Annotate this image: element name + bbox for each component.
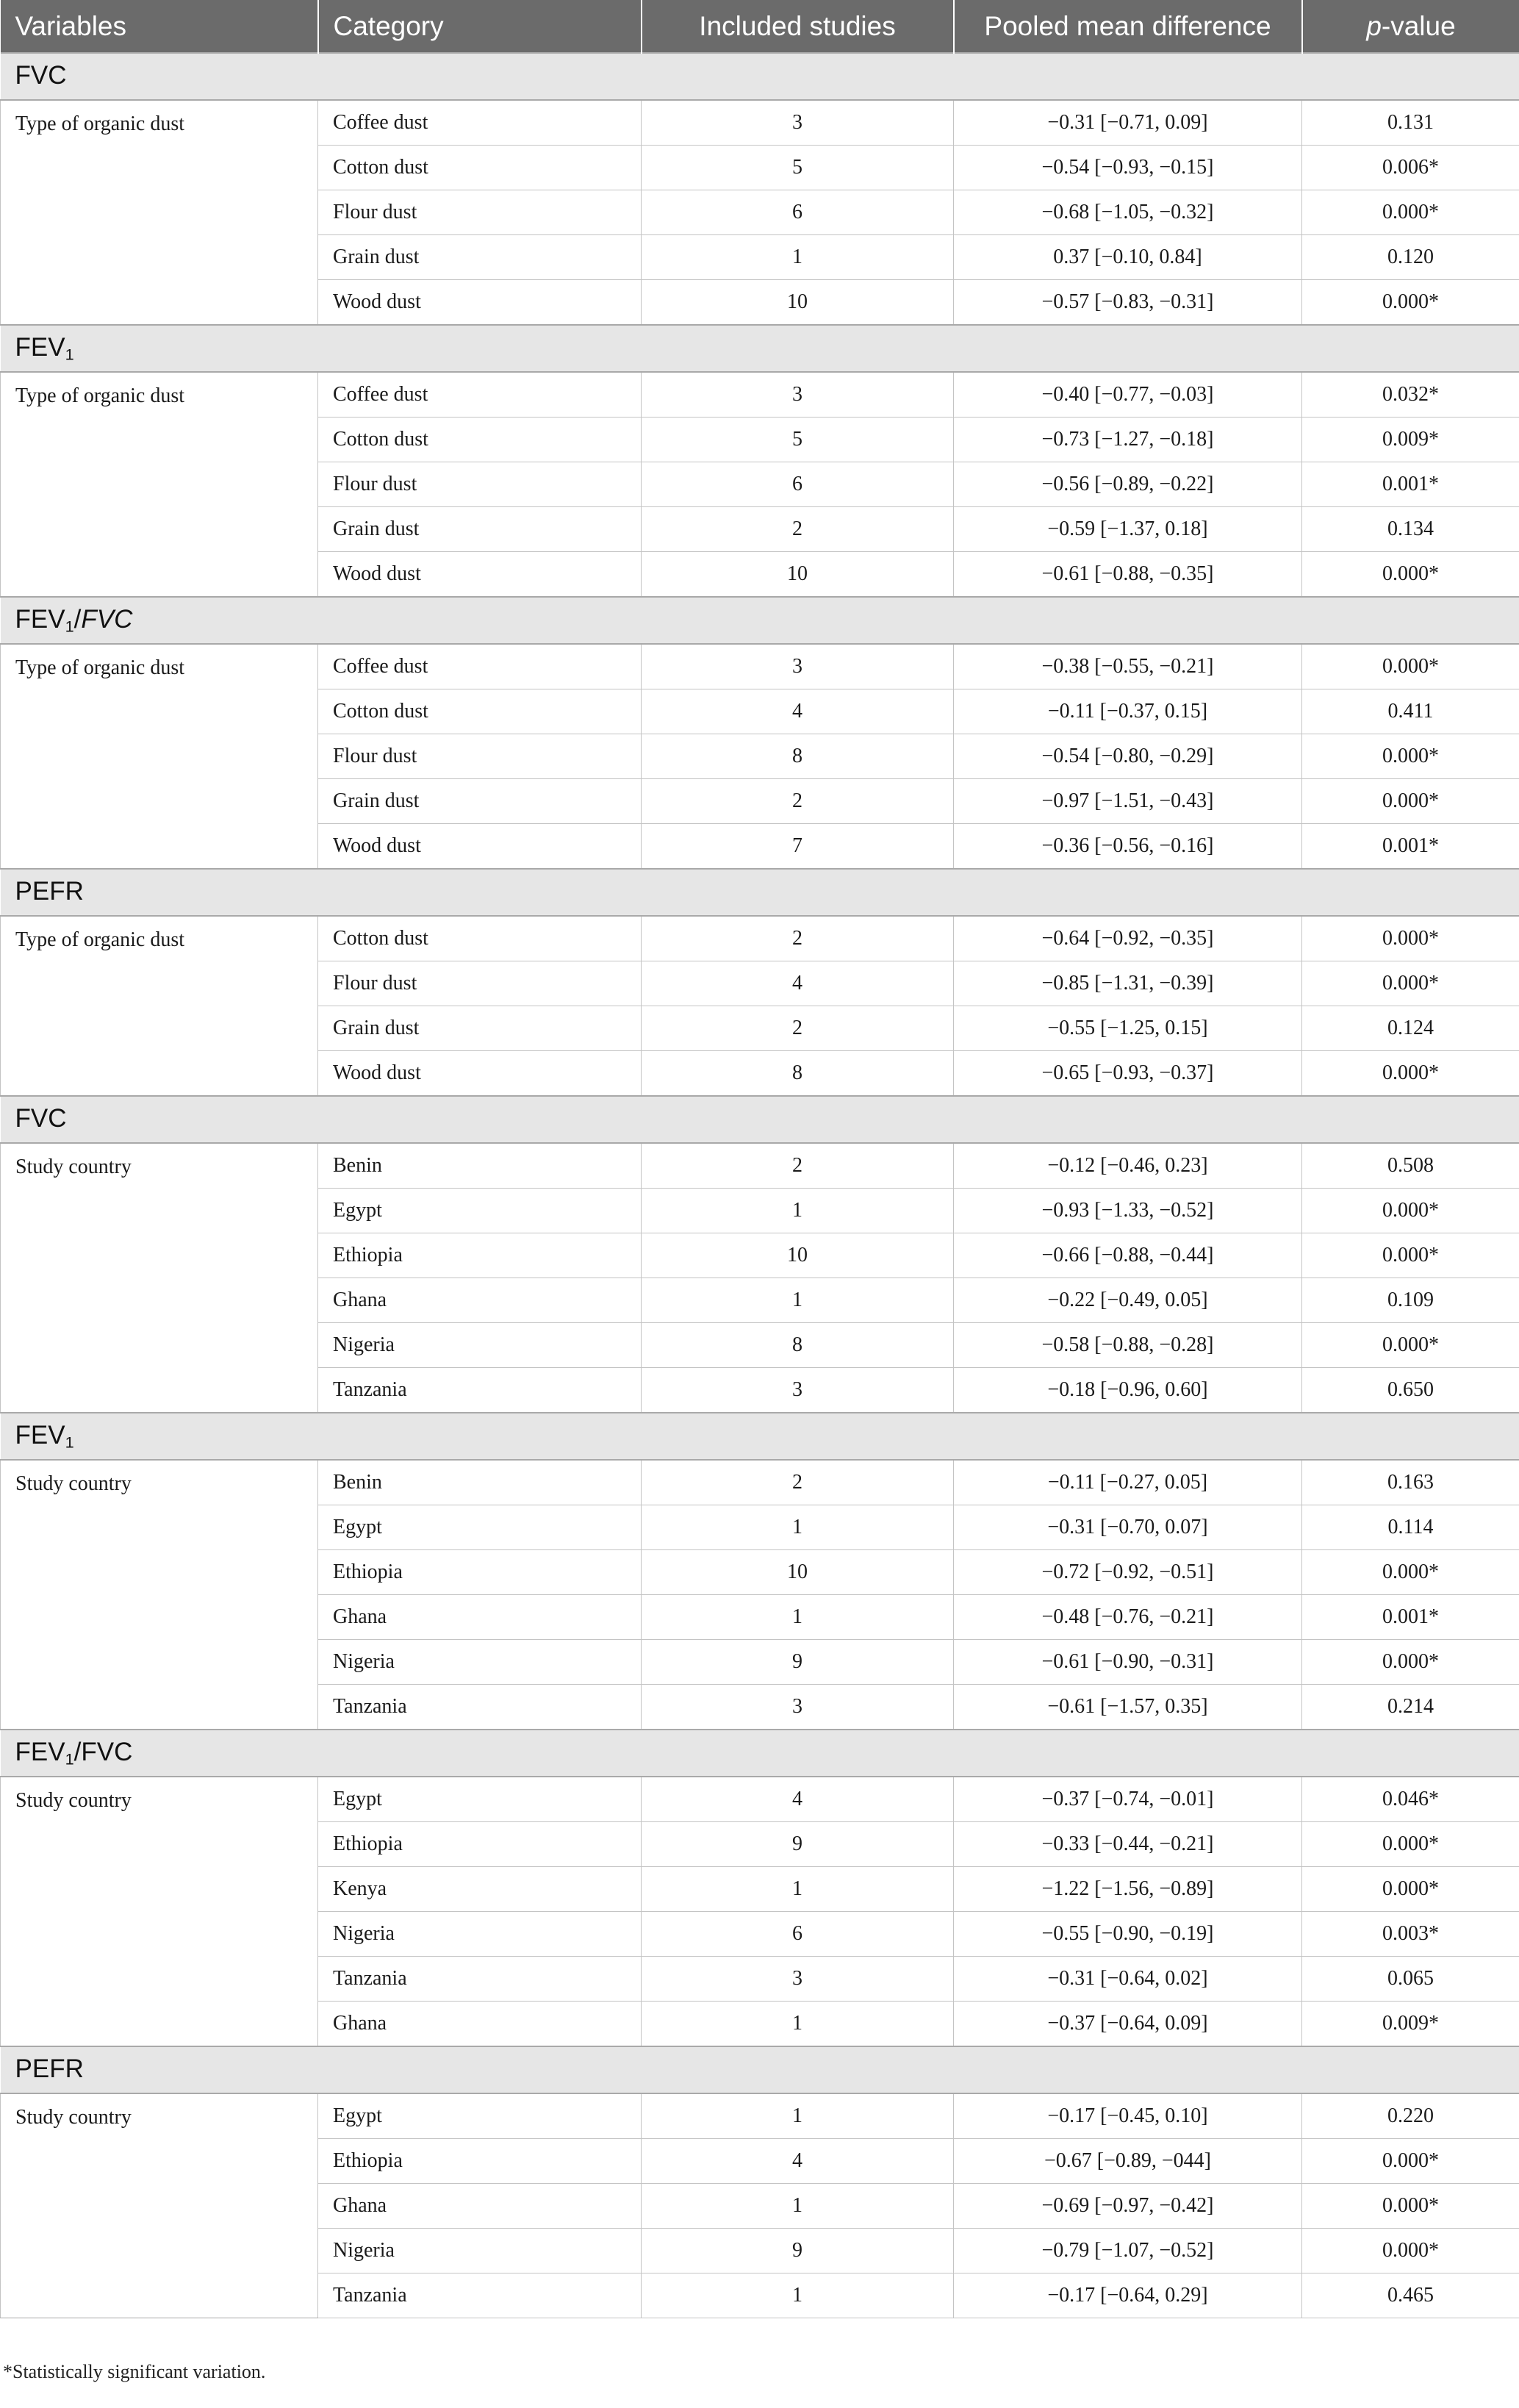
- included-studies-cell: 9: [642, 2229, 954, 2273]
- included-studies-cell: 1: [642, 1278, 954, 1323]
- included-studies-cell: 6: [642, 1912, 954, 1957]
- included-studies-cell: 6: [642, 462, 954, 507]
- category-cell: Cotton dust: [318, 418, 642, 462]
- header-included-studies: Included studies: [642, 0, 954, 53]
- included-studies-cell: 1: [642, 1505, 954, 1550]
- pooled-mean-difference-cell: −0.31 [−0.71, 0.09]: [954, 100, 1302, 146]
- pooled-mean-difference-cell: 0.37 [−0.10, 0.84]: [954, 235, 1302, 280]
- category-cell: Tanzania: [318, 1957, 642, 2002]
- variable-cell: Study country: [1, 1777, 318, 2046]
- p-value-cell: 0.046*: [1302, 1777, 1519, 1822]
- variable-cell: Study country: [1, 1143, 318, 1413]
- included-studies-cell: 3: [642, 644, 954, 689]
- p-value-cell: 0.411: [1302, 689, 1519, 734]
- p-value-cell: 0.000*: [1302, 961, 1519, 1006]
- p-value-cell: 0.465: [1302, 2273, 1519, 2318]
- included-studies-cell: 7: [642, 824, 954, 870]
- category-cell: Tanzania: [318, 1368, 642, 1413]
- p-value-cell: 0.000*: [1302, 1640, 1519, 1685]
- included-studies-cell: 2: [642, 1143, 954, 1189]
- pooled-mean-difference-cell: −0.17 [−0.64, 0.29]: [954, 2273, 1302, 2318]
- variable-cell: Type of organic dust: [1, 100, 318, 325]
- section-label: [1, 1730, 1519, 1777]
- section-label-main: FVC: [15, 1103, 67, 1133]
- category-cell: Ghana: [318, 2184, 642, 2229]
- category-cell: Coffee dust: [318, 372, 642, 418]
- included-studies-cell: 2: [642, 779, 954, 824]
- category-cell: Cotton dust: [318, 916, 642, 961]
- category-cell: Nigeria: [318, 2229, 642, 2273]
- category-cell: Ghana: [318, 1278, 642, 1323]
- section-label-main: PEFR: [15, 2054, 84, 2083]
- included-studies-cell: 1: [642, 1189, 954, 1233]
- included-studies-cell: 3: [642, 1685, 954, 1730]
- pooled-mean-difference-cell: −0.66 [−0.88, −0.44]: [954, 1233, 1302, 1278]
- included-studies-cell: 4: [642, 689, 954, 734]
- included-studies-cell: 4: [642, 1777, 954, 1822]
- category-cell: Grain dust: [318, 779, 642, 824]
- p-value-cell: 0.000*: [1302, 552, 1519, 598]
- pooled-mean-difference-cell: −0.65 [−0.93, −0.37]: [954, 1051, 1302, 1097]
- section-header-row: [1, 325, 1519, 372]
- p-value-cell: 0.124: [1302, 1006, 1519, 1051]
- header-p-value: [1302, 0, 1519, 53]
- section-label: [1, 597, 1519, 644]
- category-cell: Flour dust: [318, 462, 642, 507]
- section-label-main: FEV: [15, 1420, 65, 1450]
- section-label-main: FVC: [15, 60, 67, 90]
- section-label-tail-italic: FVC: [81, 604, 133, 634]
- section-label: [1, 53, 1519, 100]
- section-header-row: [1, 1413, 1519, 1460]
- category-cell: Tanzania: [318, 2273, 642, 2318]
- p-value-cell: 0.163: [1302, 1460, 1519, 1505]
- included-studies-cell: 10: [642, 1233, 954, 1278]
- included-studies-cell: 10: [642, 280, 954, 326]
- included-studies-cell: 6: [642, 190, 954, 235]
- category-cell: Ghana: [318, 2002, 642, 2047]
- pooled-mean-difference-cell: −0.31 [−0.70, 0.07]: [954, 1505, 1302, 1550]
- table-row: [1, 100, 1519, 146]
- pooled-mean-difference-cell: −0.79 [−1.07, −0.52]: [954, 2229, 1302, 2273]
- included-studies-cell: 3: [642, 100, 954, 146]
- category-cell: Flour dust: [318, 190, 642, 235]
- p-value-cell: 0.000*: [1302, 644, 1519, 689]
- category-cell: Ghana: [318, 1595, 642, 1640]
- pooled-mean-difference-cell: −0.85 [−1.31, −0.39]: [954, 961, 1302, 1006]
- section-label-subscript: 1: [65, 345, 74, 364]
- included-studies-cell: 8: [642, 1051, 954, 1097]
- section-header-row: [1, 1096, 1519, 1143]
- p-value-cell: 0.000*: [1302, 1323, 1519, 1368]
- section-header-row: [1, 2046, 1519, 2093]
- included-studies-cell: 2: [642, 916, 954, 961]
- pooled-mean-difference-cell: −0.17 [−0.45, 0.10]: [954, 2093, 1302, 2139]
- p-value-cell: 0.003*: [1302, 1912, 1519, 1957]
- pooled-mean-difference-cell: −0.11 [−0.27, 0.05]: [954, 1460, 1302, 1505]
- category-cell: Benin: [318, 1143, 642, 1189]
- p-value-cell: 0.009*: [1302, 418, 1519, 462]
- p-value-cell: 0.114: [1302, 1505, 1519, 1550]
- p-value-cell: 0.650: [1302, 1368, 1519, 1413]
- table-row: [1, 916, 1519, 961]
- category-cell: Kenya: [318, 1867, 642, 1912]
- included-studies-cell: 4: [642, 961, 954, 1006]
- footnote: *Statistically significant variation.: [3, 2361, 266, 2382]
- included-studies-cell: 1: [642, 235, 954, 280]
- p-value-cell: 0.131: [1302, 100, 1519, 146]
- table-row: [1, 1777, 1519, 1822]
- category-cell: Coffee dust: [318, 100, 642, 146]
- section-label: [1, 1096, 1519, 1143]
- included-studies-cell: 1: [642, 2002, 954, 2047]
- category-cell: Grain dust: [318, 507, 642, 552]
- p-value-cell: 0.000*: [1302, 1822, 1519, 1867]
- category-cell: Wood dust: [318, 824, 642, 870]
- included-studies-cell: 5: [642, 146, 954, 190]
- category-cell: Nigeria: [318, 1323, 642, 1368]
- pooled-mean-difference-cell: −0.12 [−0.46, 0.23]: [954, 1143, 1302, 1189]
- section-label-main: FEV: [15, 332, 65, 362]
- category-cell: Egypt: [318, 1189, 642, 1233]
- pooled-mean-difference-cell: −0.64 [−0.92, −0.35]: [954, 916, 1302, 961]
- included-studies-cell: 8: [642, 1323, 954, 1368]
- table-row: [1, 644, 1519, 689]
- category-cell: Egypt: [318, 1505, 642, 1550]
- p-value-cell: 0.001*: [1302, 824, 1519, 870]
- category-cell: Nigeria: [318, 1640, 642, 1685]
- pooled-mean-difference-cell: −0.37 [−0.64, 0.09]: [954, 2002, 1302, 2047]
- header-pooled-mean-difference: Pooled mean difference: [954, 0, 1302, 53]
- category-cell: Grain dust: [318, 1006, 642, 1051]
- pooled-mean-difference-cell: −0.55 [−1.25, 0.15]: [954, 1006, 1302, 1051]
- p-value-cell: 0.000*: [1302, 190, 1519, 235]
- section-label-main: FEV: [15, 604, 65, 634]
- pooled-mean-difference-cell: −0.22 [−0.49, 0.05]: [954, 1278, 1302, 1323]
- section-label: [1, 2046, 1519, 2093]
- table-body: [1, 53, 1519, 2318]
- category-cell: Wood dust: [318, 280, 642, 326]
- category-cell: Ethiopia: [318, 1822, 642, 1867]
- category-cell: Coffee dust: [318, 644, 642, 689]
- p-value-cell: 0.000*: [1302, 2184, 1519, 2229]
- table-row: [1, 2093, 1519, 2139]
- p-value-cell: 0.000*: [1302, 916, 1519, 961]
- category-cell: Cotton dust: [318, 146, 642, 190]
- section-label-subscript: 1: [65, 1749, 74, 1769]
- included-studies-cell: 10: [642, 552, 954, 598]
- p-value-cell: 0.000*: [1302, 1051, 1519, 1097]
- section-label: [1, 1413, 1519, 1460]
- p-value-cell: 0.000*: [1302, 1233, 1519, 1278]
- section-label-subscript: 1: [65, 1433, 74, 1452]
- section-label-main: PEFR: [15, 876, 84, 906]
- p-value-cell: 0.000*: [1302, 1189, 1519, 1233]
- header-p-italic: p: [1366, 10, 1382, 41]
- p-value-cell: 0.214: [1302, 1685, 1519, 1730]
- category-cell: Cotton dust: [318, 689, 642, 734]
- pooled-mean-difference-cell: −0.97 [−1.51, −0.43]: [954, 779, 1302, 824]
- category-cell: Ethiopia: [318, 1233, 642, 1278]
- p-value-cell: 0.032*: [1302, 372, 1519, 418]
- p-value-cell: 0.006*: [1302, 146, 1519, 190]
- p-value-cell: 0.000*: [1302, 1867, 1519, 1912]
- variable-cell: Study country: [1, 1460, 318, 1730]
- included-studies-cell: 1: [642, 2184, 954, 2229]
- pooled-mean-difference-cell: −0.93 [−1.33, −0.52]: [954, 1189, 1302, 1233]
- pooled-mean-difference-cell: −0.72 [−0.92, −0.51]: [954, 1550, 1302, 1595]
- section-label: [1, 869, 1519, 916]
- p-value-cell: 0.000*: [1302, 1550, 1519, 1595]
- pooled-mean-difference-cell: −0.31 [−0.64, 0.02]: [954, 1957, 1302, 2002]
- p-value-cell: 0.001*: [1302, 1595, 1519, 1640]
- pooled-mean-difference-cell: −0.69 [−0.97, −0.42]: [954, 2184, 1302, 2229]
- pooled-mean-difference-cell: −0.33 [−0.44, −0.21]: [954, 1822, 1302, 1867]
- category-cell: Flour dust: [318, 734, 642, 779]
- included-studies-cell: 9: [642, 1640, 954, 1685]
- p-value-cell: 0.000*: [1302, 734, 1519, 779]
- header-variables: Variables: [1, 0, 318, 53]
- pooled-mean-difference-cell: −0.18 [−0.96, 0.60]: [954, 1368, 1302, 1413]
- included-studies-cell: 4: [642, 2139, 954, 2184]
- included-studies-cell: 1: [642, 1595, 954, 1640]
- category-cell: Egypt: [318, 1777, 642, 1822]
- category-cell: Egypt: [318, 2093, 642, 2139]
- category-cell: Grain dust: [318, 235, 642, 280]
- header-p-suffix: -value: [1381, 10, 1456, 41]
- category-cell: Tanzania: [318, 1685, 642, 1730]
- pooled-mean-difference-cell: −0.11 [−0.37, 0.15]: [954, 689, 1302, 734]
- section-label-tail: /FVC: [73, 1737, 133, 1766]
- table-row: [1, 1143, 1519, 1189]
- pooled-mean-difference-cell: −0.38 [−0.55, −0.21]: [954, 644, 1302, 689]
- included-studies-cell: 3: [642, 372, 954, 418]
- pooled-mean-difference-cell: −0.57 [−0.83, −0.31]: [954, 280, 1302, 326]
- variable-cell: Type of organic dust: [1, 916, 318, 1096]
- included-studies-cell: 1: [642, 2093, 954, 2139]
- p-value-cell: 0.220: [1302, 2093, 1519, 2139]
- p-value-cell: 0.000*: [1302, 2139, 1519, 2184]
- pooled-mean-difference-cell: −0.48 [−0.76, −0.21]: [954, 1595, 1302, 1640]
- pooled-mean-difference-cell: −0.54 [−0.80, −0.29]: [954, 734, 1302, 779]
- pooled-mean-difference-cell: −0.36 [−0.56, −0.16]: [954, 824, 1302, 870]
- pooled-mean-difference-cell: −0.61 [−1.57, 0.35]: [954, 1685, 1302, 1730]
- p-value-cell: 0.009*: [1302, 2002, 1519, 2047]
- included-studies-cell: 2: [642, 507, 954, 552]
- included-studies-cell: 9: [642, 1822, 954, 1867]
- variable-cell: Type of organic dust: [1, 644, 318, 869]
- p-value-cell: 0.001*: [1302, 462, 1519, 507]
- variable-cell: Type of organic dust: [1, 372, 318, 597]
- pooled-mean-difference-cell: −0.67 [−0.89, −044]: [954, 2139, 1302, 2184]
- variable-cell: Study country: [1, 2093, 318, 2318]
- pooled-mean-difference-cell: −0.58 [−0.88, −0.28]: [954, 1323, 1302, 1368]
- included-studies-cell: 1: [642, 1867, 954, 1912]
- pooled-mean-difference-cell: −0.61 [−0.90, −0.31]: [954, 1640, 1302, 1685]
- section-header-row: [1, 597, 1519, 644]
- p-value-cell: 0.000*: [1302, 280, 1519, 326]
- pooled-mean-difference-cell: −0.40 [−0.77, −0.03]: [954, 372, 1302, 418]
- p-value-cell: 0.120: [1302, 235, 1519, 280]
- pooled-mean-difference-cell: −0.56 [−0.89, −0.22]: [954, 462, 1302, 507]
- category-cell: Benin: [318, 1460, 642, 1505]
- section-label-subscript: 1: [65, 617, 74, 636]
- included-studies-cell: 3: [642, 1957, 954, 2002]
- section-label-tail: /: [73, 604, 82, 634]
- category-cell: Ethiopia: [318, 2139, 642, 2184]
- category-cell: Wood dust: [318, 1051, 642, 1097]
- pooled-mean-difference-cell: −0.73 [−1.27, −0.18]: [954, 418, 1302, 462]
- included-studies-cell: 1: [642, 2273, 954, 2318]
- table-row: [1, 1460, 1519, 1505]
- included-studies-cell: 2: [642, 1460, 954, 1505]
- p-value-cell: 0.000*: [1302, 779, 1519, 824]
- included-studies-cell: 3: [642, 1368, 954, 1413]
- p-value-cell: 0.000*: [1302, 2229, 1519, 2273]
- section-label-main: FEV: [15, 1737, 65, 1766]
- section-header-row: [1, 53, 1519, 100]
- included-studies-cell: 5: [642, 418, 954, 462]
- pooled-mean-difference-cell: −0.68 [−1.05, −0.32]: [954, 190, 1302, 235]
- section-header-row: [1, 869, 1519, 916]
- header-category: Category: [318, 0, 642, 53]
- pooled-mean-difference-cell: −0.37 [−0.74, −0.01]: [954, 1777, 1302, 1822]
- p-value-cell: 0.508: [1302, 1143, 1519, 1189]
- pooled-mean-difference-cell: −0.55 [−0.90, −0.19]: [954, 1912, 1302, 1957]
- included-studies-cell: 2: [642, 1006, 954, 1051]
- table-header: [1, 0, 1519, 53]
- pooled-mean-difference-cell: −0.59 [−1.37, 0.18]: [954, 507, 1302, 552]
- header-row: [1, 0, 1519, 53]
- category-cell: Nigeria: [318, 1912, 642, 1957]
- table-row: [1, 372, 1519, 418]
- section-label: [1, 325, 1519, 372]
- category-cell: Ethiopia: [318, 1550, 642, 1595]
- category-cell: Wood dust: [318, 552, 642, 598]
- p-value-cell: 0.065: [1302, 1957, 1519, 2002]
- pooled-mean-difference-cell: −0.54 [−0.93, −0.15]: [954, 146, 1302, 190]
- pooled-mean-difference-cell: −0.61 [−0.88, −0.35]: [954, 552, 1302, 598]
- included-studies-cell: 10: [642, 1550, 954, 1595]
- category-cell: Flour dust: [318, 961, 642, 1006]
- pooled-mean-difference-cell: −1.22 [−1.56, −0.89]: [954, 1867, 1302, 1912]
- section-header-row: [1, 1730, 1519, 1777]
- p-value-cell: 0.109: [1302, 1278, 1519, 1323]
- p-value-cell: 0.134: [1302, 507, 1519, 552]
- included-studies-cell: 8: [642, 734, 954, 779]
